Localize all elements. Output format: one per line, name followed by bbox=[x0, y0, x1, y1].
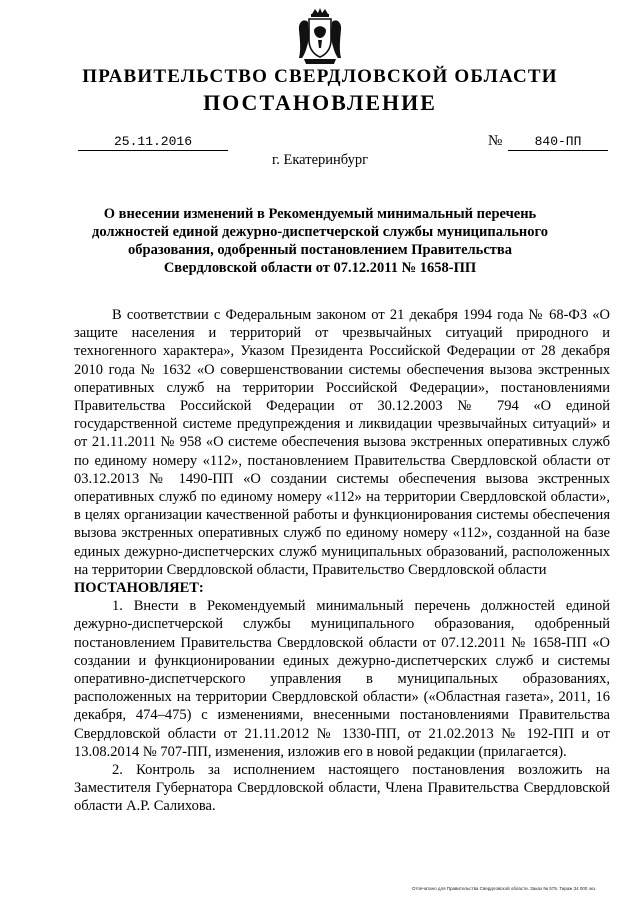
number-label: № bbox=[488, 133, 503, 149]
document-type: ПОСТАНОВЛЕНИЕ bbox=[203, 90, 437, 115]
decree-subject: О внесении изменений в Рекомендуемый минимальный перечень должностей единой дежурно-диспетчерской службы муниципального образования, одобренный постановлением Правительства Свердловской области от 07.12.2011 № 1658-ПП bbox=[91, 206, 549, 276]
sverdlovsk-coat-of-arms-icon bbox=[296, 8, 344, 66]
decree-body bbox=[74, 306, 610, 816]
print-note: Отпечатано для Правительства Свердловской области. Заказ № 575. Тираж 34 000 экз. bbox=[412, 886, 597, 891]
preamble-paragraph: В соответствии с Федеральным законом от 21 декабря 1994 года № 68-ФЗ «О защите населения и территорий от чрезвычайных ситуаций природного и техногенного характера», Указом Президента Российской Федерации от 28 декабря 2010 года № 1632 «О совершенствовании системы обеспечения вызова экстренных оперативных служб на территории Российской Федерации», постановлениями Правительства Российской Федерации от 30.12.2003 № 794 «О единой государственной системе предупреждения и ликвидации чрезвычайных ситуаций» и от 21.11.2011 № 958 «О системе обеспечения вызова экстренных оперативных служб по единому номеру «112», постановлением Правительства Свердловской области от 03.12.2013 № 1490-ПП «О создании системы обеспечения вызова экстренных оперативных служб по единому номеру «112» на территории Свердловской области», в целях организации качественной работы и функционирования системы обеспечения вызова экстренных оперативных служб по единому номеру «112», созданной на базе единых дежурно-диспетчерских служб муниципальных образований, расположенных на территории Свердловской области, Правительство Свердловской области bbox=[74, 307, 610, 578]
decree-date: 25.11.2016 bbox=[78, 134, 228, 151]
item-2-paragraph: 2. Контроль за исполнением настоящего постановления возложить на Заместителя Губернатора Свердловской области, Члена Правительства Свердловской области А.Р. Салихова. bbox=[74, 762, 610, 815]
item-1-paragraph: 1. Внести в Рекомендуемый минимальный перечень должностей единой дежурно-диспетчерской службы муниципального образования, одобренный постановлением Правительства Свердловской области от 07.12.2011 № 1658-ПП «О создании и функционировании единых дежурно-диспетчерских служб и системы оперативно-диспетчерского управления в муниципальных образованиях, расположенных на территории Свердловской области» («Областная газета», 2011, 16 декабря, 474–475) с изменениями, внесенными постановлениями Правительства Свердловской области от 21.11.2012 № 1330-ПП, от 21.02.2013 № 192-ПП и от 13.08.2014 № 707-ПП, изменения, изложив его в новой редакции (прилагается). bbox=[74, 598, 610, 760]
government-name: ПРАВИТЕЛЬСТВО СВЕРДЛОВСКОЙ ОБЛАСТИ bbox=[82, 66, 558, 87]
resolves-keyword: ПОСТАНОВЛЯЕТ: bbox=[74, 580, 204, 597]
decree-number: 840-ПП bbox=[508, 134, 608, 151]
city: г. Екатеринбург bbox=[271, 152, 369, 168]
